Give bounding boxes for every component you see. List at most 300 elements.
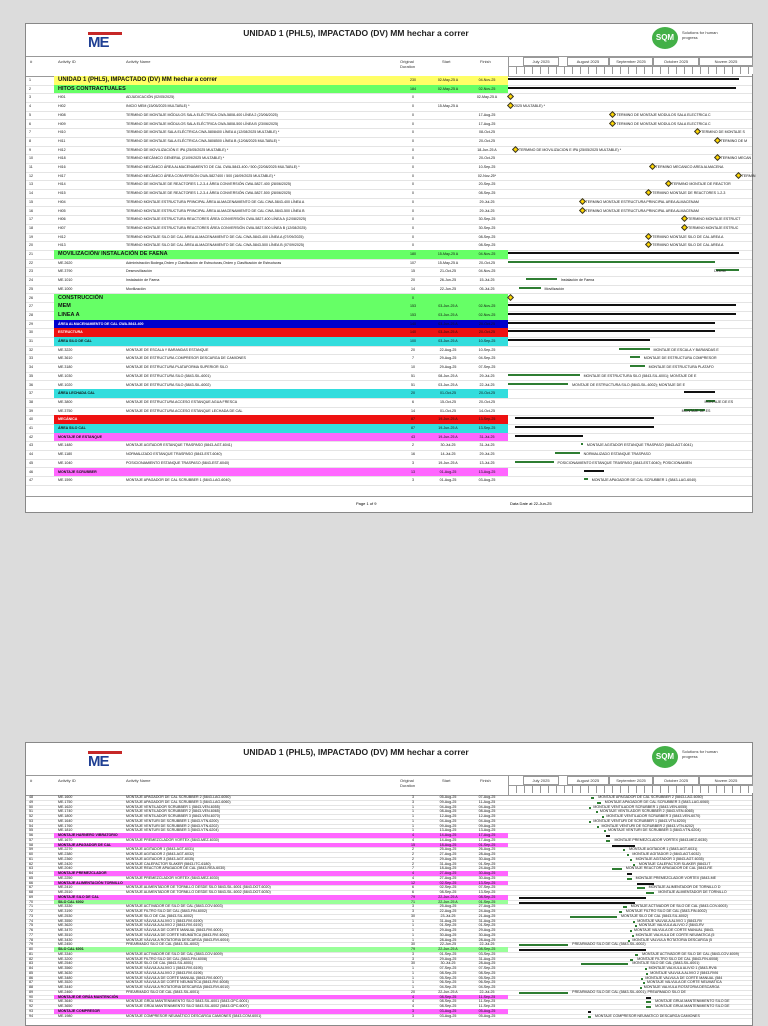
activity-bar [627,854,629,856]
gantt-cell [508,189,752,198]
activity-name: Administración Bodega,Orden y Clasificación de Estructuras,Orden y Clasificación de Estructuras [126,260,282,265]
milestone-icon [645,241,652,248]
gantt-cell [508,102,752,111]
activity-finish: 08-Sep-25 [478,947,496,951]
gantt-cell [508,154,752,163]
gantt-label: MONTAJE VENTURI DE SCRUBBER 2 (5843-VTN-6202) [601,823,695,828]
activity-duration: 1 [412,923,414,928]
column-header [26,775,752,796]
activity-start: 02-May-25 A [437,78,459,82]
row-number: 65 [29,875,33,880]
activity-bar [606,840,611,842]
milestone-icon [714,154,721,161]
activity-finish: 04-Sep-25 [478,356,496,361]
row-number: 17 [29,217,33,222]
activity-finish: 29-Jul-25 [479,208,495,213]
row-number: 9 [29,147,31,152]
activity-bar [519,944,568,946]
activity-finish: 07-Sep-25 [478,966,496,970]
activity-duration: 3 [412,904,414,909]
activity-name: Instalación de Faena [126,278,160,283]
gantt-cell [508,459,752,468]
activity-start: 19-Jun-25 A [438,417,458,422]
gantt-label: MONTAJE DE ESTRUCTURA SILO (5843-SIL-6001); MONTAJE DE E [583,373,697,378]
activity-start: 03-Aug-25 [439,1013,457,1018]
gantt-label: MONTAJE FILTRO SILO DE CAL (5843-FIN-6008) [637,956,719,961]
activity-start: 19-Jun-25 A [438,426,458,430]
summary-bar [646,997,651,999]
activity-finish: 11-Aug-25 [478,799,496,804]
gantt-label: MONTAJE VENTURI DE SCRUBBER 1 (5843-VTN-6200) [593,818,686,823]
activity-duration: 14 [411,408,415,413]
gantt-label: TERMIN [741,173,756,178]
activity-start: 18-Aug-25 [439,866,457,871]
row-number: 39 [29,408,33,413]
activity-finish: 18-Jun-25 A [477,147,497,152]
gantt-cell [508,398,752,407]
activity-id: ME.2450 [58,942,73,947]
activity-start: 12-Aug-25 [439,814,457,818]
activity-duration: 2 [412,861,414,866]
row-number: 76 [29,928,33,932]
row-number: 1 [29,78,31,82]
gantt-label: MONTAJE DE ESTRUCTURA PLATAFO [648,365,714,370]
activity-id: ME.3190 [58,909,73,913]
activity-name: MONTAJE GRÚA MANTENIMIENTO SILO 5843-SIL-6001 (5843-GPC-6001) [126,999,249,1004]
activity-finish: 12-Aug-25 [478,814,496,818]
col-num: # [30,59,33,64]
activity-duration: 7 [412,866,414,871]
activity-name: TERMINO MECÁNICO GENERAL (21/09/2025 MULTABLE) * [126,156,225,161]
gantt-label: TERMINO MONTAJE DE REACTOR [671,182,731,187]
activity-start: 22-Jun-25 A [438,989,458,994]
activity-start: 03-Jun-25 A [438,330,458,335]
activity-duration: 3 [412,799,414,804]
logo-text: ME [88,753,109,770]
activity-name: MONTAJE VENTILADOR SCRUBBER 1 (5843-VEN-6055) [126,804,220,809]
row-number: 64 [29,871,33,875]
activity-finish: 08-Oct-25 [479,130,495,135]
activity-name: MONTAJE DE ESTRUCTURA PLATAFORMA SUPERIOR SILO [126,365,228,370]
gantt-cell [508,137,752,146]
activity-start: 22-Jun-25 A [438,899,458,904]
row-number: 42 [29,434,33,439]
activity-finish: 11-Sep-25 [478,999,496,1004]
activity-duration: 0 [412,104,414,109]
milestone-icon [735,172,742,179]
milestone-icon [681,224,688,231]
activity-name: MONTAJE FILTRO SILO DE CAL (5843-FIN-6008) [126,956,208,961]
activity-id: ME.3440 [58,985,73,989]
activity-bar [597,826,599,828]
activity-finish: 17-Aug-25 [478,837,496,842]
milestone-icon [609,119,616,126]
activity-id: MONTAJE DE ESTANQUE [58,434,102,439]
activity-name: MONTAJE DE ESTRUCTURA ACCESO ESTANQUE LECHADA DE CAL [126,408,243,413]
activity-duration: 0 [412,208,414,213]
activity-duration: 20 [411,989,415,994]
activity-start: 19-Jun-25 A [438,434,458,439]
col-finish: Finish [480,59,491,64]
activity-name: MONTAJE ACTIVADOR DE SILO DE CAL (5843-COV-6003) [126,904,223,909]
activity-bar [635,954,638,956]
row-number: 94 [29,1013,33,1018]
activity-bar [633,921,635,923]
activity-start: 29-Aug-25 [439,365,457,370]
row-number: 75 [29,923,33,928]
gantt-cell [508,180,752,189]
gantt-label: TERMINO MONTAJE ESTRUCTURA PRINCIPAL AREA ALMACENAM [585,208,699,213]
activity-start: 03-Aug-25 [439,1008,457,1013]
activity-start: 14-Aug-25 [439,833,457,837]
row-number: 43 [29,443,33,448]
activity-finish: 20-Oct-25 [479,156,495,161]
month-label: September 2025 [609,776,653,785]
activity-name: MONTAJE ACTIVADOR DE SILO DE CAL (5843-COV-6009) [126,951,223,956]
gantt-label: TERMINO MECAN [720,156,752,161]
gantt-cell [508,241,752,250]
gantt-cell [508,302,752,311]
activity-start: 14-Aug-25 [439,837,457,842]
gantt-label: MONTAJE SILO DE CAL (5843-SIL-6001) [632,961,700,966]
gantt-cell [508,381,752,390]
activity-name: MONTAJE VÁLVULA ROTATORIA DESCARGA (5843-RVI-6010) [126,985,230,989]
activity-id: ME.3610 [58,356,73,361]
schedule-page-2 [25,742,753,1026]
activity-id: ESTRUCTURA [58,330,83,335]
activity-duration: 4 [412,875,414,880]
gantt-label: MONTAJE APAGADOR DE CAL SCRUBBER 1 (5843-LAG-6040) [591,478,697,483]
gantt-label: PREARMADO SILO DE CAL (5843-SIL-6001); PREARMADO SILO DE [572,989,686,994]
gantt-label: MONTAJE ACTIVADOR DE SILO DE CAL (5843-COV-6003) [630,904,728,909]
activity-name: TERMINO DE MONTAJE SALA ELÉCTRICA CWA-5808400 LÍNEA A (12/08/2025 MULTABLE) * [126,130,280,135]
activity-id: ME.3650 [58,1004,73,1008]
activity-id: HI08 [58,112,66,117]
activity-duration: 14 [411,286,415,291]
activity-start: 15-May-25 A [437,252,459,256]
activity-name: MONTAJE AGITADOR 3 (5843-AGT-6035) [126,856,195,861]
activity-id: ME.2360 [58,856,73,861]
activity-start: 02-Sep-25 [439,885,457,890]
activity-duration: 0 [412,191,414,196]
activity-id: ÁREA ALMACENAMIENTO DE CAL CWA-5843-400 [58,321,144,326]
activity-name: POSICIONAMIENTO ESTANQUE TRASPASO (5843-EST-6040) [126,460,230,465]
gantt-cell [508,415,752,424]
activity-finish: 08-Sep-25 [478,234,496,239]
gantt-label: MONTAJE VENTILADOR SCRUBBER 3 (5843-VEN-6070) [606,814,701,818]
gantt-cell [508,111,752,120]
row-number: 56 [29,833,33,837]
row-number: 34 [29,365,33,370]
row-number: 50 [29,804,33,809]
activity-finish: 02-Nov-25 [478,312,496,317]
gantt-label: MONTAJE AGITADOR 1 (5843-AGT-6031) [629,847,698,852]
gantt-cell [508,276,752,285]
activity-id: SILO CAL 6001 [58,947,84,951]
summary-bar [515,435,583,437]
activity-name: MONTAJE AGITADOR 1 (5843-AGT-6031) [126,847,195,852]
activity-bar [519,287,540,289]
activity-name: PREARMADO SILO DE CAL (5843-SIL-6002) [126,942,200,947]
activity-start: 03-Jun-25 A [438,321,458,326]
activity-finish: 15-Jul-25 [479,278,495,283]
activity-duration: 0 [412,165,414,169]
activity-duration: 10 [411,365,415,370]
month-label: Novem 2025 [699,57,753,66]
activity-start: 31-Aug-25 [439,861,457,866]
activity-id: HI14 [58,182,66,187]
summary-bar [684,391,715,393]
row-number: 29 [29,321,33,326]
activity-id: ME.1010 [58,278,73,283]
activity-start: 22-Jun-25 A [438,947,458,951]
activity-id: ME.2620 [58,260,73,265]
activity-finish: 05-Aug-25 [478,1008,496,1013]
gantt-label: MONTAJE FILTRO SILO DE CAL (5843-FIN-6002) [625,909,707,913]
milestone-icon [681,215,688,222]
summary-bar [508,339,650,341]
activity-bar [630,930,632,932]
activity-name: INICIO MEM (15/05/2025 MULTABLE) * [126,104,190,109]
activity-id: HI04 [58,199,66,204]
activity-bar [597,802,600,804]
gantt-cell [508,320,752,329]
activity-duration: 4 [412,871,414,875]
gantt-cell [508,163,752,172]
activity-name: MONTAJE VÁLVULA ALIVIO 2 (5843-RVI-6196) [126,970,203,975]
activity-duration: 15 [411,842,415,847]
activity-id: ME.3180 [58,365,73,370]
activity-start: 29-Aug-25 [439,956,457,961]
page-footer [26,496,752,511]
row-number: 38 [29,399,33,404]
activity-name: TERMINO MONTAJE SILO DE CAL ÁREA ALMACENAMIENTO DE CAL CWA-5843-400 LÍNEA A (07/09/2025) [126,234,304,239]
activity-finish: 07-Sep-25 [478,885,496,890]
summary-bar [584,470,604,472]
row-number: 46 [29,469,33,474]
activity-bar [526,278,557,280]
activity-finish: 10-Sep-25 [478,165,496,169]
activity-start: 27-Aug-25 [439,852,457,856]
activity-finish: 05-Aug-25 [478,1013,496,1018]
activity-duration: 30 [411,913,415,918]
summary-bar [606,835,611,837]
row-number: 10 [29,156,33,161]
activity-finish: 28-Aug-25 [478,937,496,942]
activity-bar [646,892,654,894]
gantt-label: MONTAJE VALVULA ALIVIO 2 (5843-RV [638,923,704,928]
activity-id: HI16 [58,165,66,169]
activity-id: ME.2250 [58,875,73,880]
gantt-cell [508,476,752,485]
activity-finish: 30-Sep-25 [478,225,496,230]
activity-name: MONTAJE VÁLVULA DE CORTE MANUAL (5843-RVI-6001) [126,928,223,932]
activity-bar [623,849,625,851]
activity-finish: 08-Sep-25 [478,894,496,899]
activity-name: TERMINO DE MONTAJE MÓDULOS SALA ELÉCTRICA CWA-5808-500 LÍNEA B (23/06/2025) [126,121,279,126]
activity-id: ME.1750 [58,799,73,804]
activity-id: HITOS CONTRACTUALES [58,85,126,92]
activity-finish: 20-Oct-25 [479,138,495,143]
activity-id: ME.3640 [58,999,73,1004]
gantt-label: MONTAJE AGITADOR 3 (5843-AGT-6035) [635,856,704,861]
activity-start: 08-Aug-25 [439,809,457,814]
row-number: 13 [29,182,33,187]
schedule-page-1 [25,23,756,513]
activity-start: 01-Aug-25 [439,478,457,483]
activity-id: HI13 [58,243,66,248]
activity-duration: 0 [412,173,414,178]
gantt-label: MONTAJE VALVULA DE CORTE NEUMATICA (5 [635,932,715,937]
activity-id: MONTAJE HARNERO VIBRATORIO [58,833,118,837]
month-label: July 2025 [523,776,559,785]
activity-duration: 1 [412,970,414,975]
row-number: 84 [29,966,33,970]
week-grid [509,785,753,793]
activity-id: MECÁNICA [58,417,78,422]
activity-duration: 79 [411,947,415,951]
gantt-cell [508,311,752,320]
activity-name: MONTAJE VENTURI DE SCRUBBER 1 (5843-VTN-6200) [126,818,219,823]
activity-start: 22-Jun-25 A [438,894,458,899]
gantt-label: MONTAJE ACTIVADOR DE SILO DE CAL (5843-COV-6009) [642,951,739,956]
activity-start: 15-Oct-25 [440,399,456,404]
summary-bar [508,322,715,324]
activity-finish: 01-Sep-25 [478,861,496,866]
col-duration: Original Duration [400,778,416,788]
activity-bar [596,811,598,813]
activity-duration: 180 [410,252,416,256]
activity-id: ME.2460 [58,989,73,994]
activity-id: HI12 [58,234,66,239]
activity-start: 30-Aug-25 [439,932,457,937]
gantt-label: TERMINO MONTAJE SILO DE CAL AREA A [652,243,724,248]
activity-name: Movilización [126,286,146,291]
gantt-label: MONTAJE COMPRESOR NEUMATICO DESCARGA CAMIONES [594,1013,700,1018]
gantt-cell [508,1014,752,1019]
activity-name: MONTAJE SILO DE CAL (5843-SIL-6002) [126,913,194,918]
activity-finish: 01-Sep-25 [478,923,496,928]
row-number: 82 [29,956,33,961]
row-number: 90 [29,994,33,999]
activity-finish: 13-Sep-25 [478,880,496,885]
activity-name: TERMINO MONTAJE ESTRUCTURA REACTORES ÁREA CONVERSIÓN CWA-5827-400 LÍNEA A (12/08/2025) [126,217,307,222]
row-number: 25 [29,286,33,291]
activity-finish: 28-Aug-25 [478,961,496,966]
activity-start: 26-Jun-25 [439,278,457,283]
activity-start: 03-Jun-25 A [438,304,458,309]
activity-name: MONTAJE AGITADOR ESTANQUE TRASPASO (5843-AGT-6041) [126,443,232,448]
row-number: 86 [29,975,33,980]
activity-finish: 30-Sep-25 [478,217,496,222]
activity-name: MONTAJE VÁLVULA DE CORTE NEUMÁTICA (5843-RVI-6002) [126,932,229,937]
activity-bar [623,906,626,908]
activity-finish: 20-Oct-25 [479,260,495,265]
activity-id: ME.2410 [58,885,73,890]
activity-bar [570,916,617,918]
activity-id: HI11 [58,138,66,143]
activity-duration: 51 [411,373,415,378]
activity-duration: 13 [411,469,415,474]
activity-duration: 140 [410,321,416,326]
row-number: 68 [29,890,33,894]
gantt-cell [508,215,752,224]
gantt-cell [508,93,752,102]
activity-finish: 02-Nov-25 [478,86,496,91]
gantt-cell [508,85,752,94]
activity-finish: 13-Aug-25 [478,469,496,474]
gantt-label: MONTAJE DE ESTRUCTURA SILO (5843-SIL-6002); MONTAJE DE E [572,382,686,387]
activity-finish: 17-Aug-25 [478,112,496,117]
gantt-label: Desmo [714,269,726,274]
activity-bar [602,816,604,818]
gantt-label: PREARMADO SILO DE CAL (5843-SIL-6002) [572,942,646,947]
page-header [26,743,752,776]
row-number: 4 [29,104,31,109]
activity-name: TERMINO MONTAJE ESTRUCTURA REACTORES ÁREA CONVERSIÓN CWA-5827-500 LÍNEA B (12/08/2025) [126,225,307,230]
activity-name: MONTAJE VENTILADOR SCRUBBER 3 (5843-VEN-6070) [126,814,220,818]
activity-id: MONTAJE APAGADOR DE CAL [58,842,112,847]
gantt-label: TERMINO MONTAJE SILO DE CAL AREA A [652,234,724,239]
activity-id: ÁREA SILO DE CAL [58,339,92,343]
activity-duration: 15 [411,269,415,274]
activity-duration: 6 [412,885,414,890]
activity-name: MONTAJE VÁLVULA DE CORTE NEUMÁTICA (5843-RVI-6008) [126,980,229,985]
activity-bar [628,940,630,942]
activity-id: HI09 [58,121,66,126]
activity-finish: 20-Oct-25 [479,321,495,326]
week-grid [509,66,753,74]
row-number: 87 [29,980,33,985]
activity-finish: 31-Aug-25 [478,956,496,961]
col-name: Activity Name [126,59,151,64]
month-label: July 2025 [523,57,559,66]
activity-start: 01-Sep-25 [439,951,457,956]
gantt-label: TERMINO MONTAJE ESTRUC [688,225,739,230]
row-number: 2 [29,86,31,91]
gantt-label: MONTAJE VALVULA ROTATORIA DESCARGA (5 [632,937,713,942]
activity-duration: 184 [410,86,416,91]
activity-duration: 30 [411,942,415,947]
row-number: 36 [29,382,33,387]
col-id: Activity ID [58,778,76,783]
row-number: 18 [29,225,33,230]
activity-name: TERMINO DE MONTAJE MÓDULOS SALA ELÉCTRICA CWA-5808-400 LÍNEA 2 (23/06/2025) [126,112,278,117]
activity-finish: 02-May-25 A [476,95,498,100]
row-number: 89 [29,989,33,994]
activity-duration: 1 [412,823,414,828]
activity-finish: 04-Aug-25 [478,804,496,809]
activity-bar [519,992,568,994]
gantt-label: TERMINO MONTAJE DE REACTORES 1-2-3 [652,191,726,196]
activity-duration: 1 [412,918,414,923]
activity-id: ME.3220 [58,347,73,352]
gantt-label: MONTAJE DE ES [704,399,734,404]
activity-start: 08-Sep-25 [439,890,457,894]
sqm-tagline: Solutions for human progress [682,30,718,40]
row-number: 23 [29,269,33,274]
activity-start: 15-May-25 A [437,260,459,265]
gantt-label: TERMINO DE MONTAJE MODULOS SALA ELECTRICA C [616,112,711,117]
data-date: Data Date at 22-Jun-25 [510,501,552,506]
gantt-cell [508,450,752,459]
activity-finish: 20-Sep-25 [478,182,496,187]
activity-finish: 21-Aug-25 [478,913,496,918]
activity-id: ME.3510 [58,932,73,937]
gantt-cell [508,250,752,259]
row-number: 60 [29,852,33,856]
activity-id: HI05 [58,208,66,213]
